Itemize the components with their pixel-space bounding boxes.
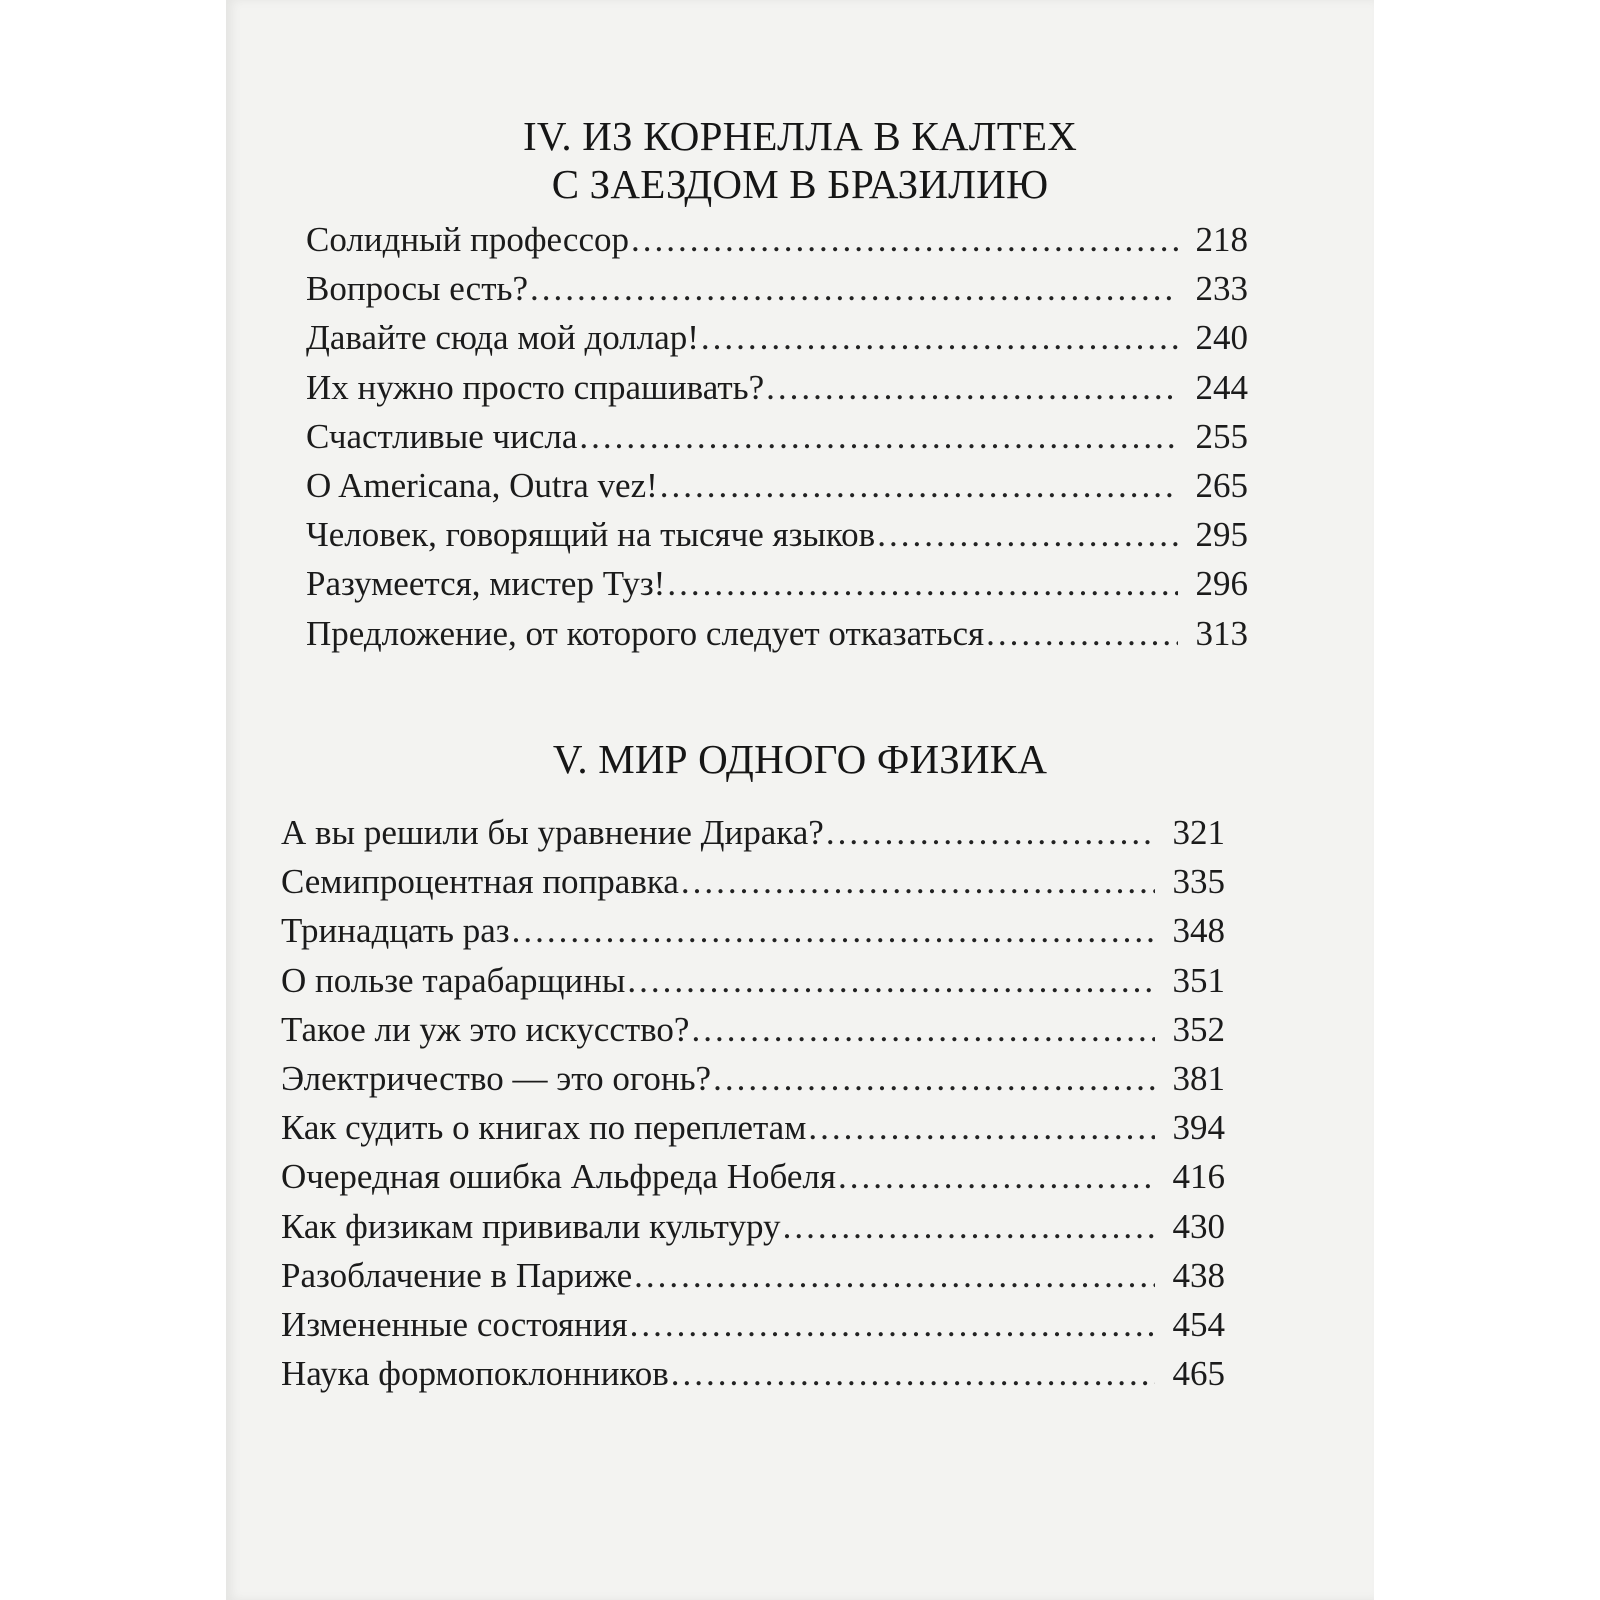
toc-entry-title: Наука формопоклонников <box>281 1354 669 1394</box>
toc-entry-title: Человек, говорящий на тысяче языков <box>306 515 876 555</box>
section-iv-title-line2: С ЗАЕЗДОМ В БРАЗИЛИЮ <box>551 161 1049 207</box>
toc-entry-page: 416 <box>1172 1157 1225 1197</box>
toc-entry <box>306 461 1248 510</box>
toc-entry <box>281 1005 1225 1054</box>
toc-entry-title: Тринадцать раз <box>281 911 510 951</box>
dot-leader <box>667 559 1178 608</box>
dot-leader <box>838 1152 1155 1201</box>
toc-entry-page: 430 <box>1172 1206 1225 1246</box>
toc-entry-title: Семипроцентная поправка <box>281 862 679 902</box>
section-v-entries <box>281 808 1225 1398</box>
toc-entry-title: О пользе тарабарщины <box>281 960 626 1000</box>
toc-entry-title: Вопросы есть? <box>306 269 528 309</box>
toc-entry-page: 313 <box>1195 613 1248 653</box>
toc-entry-title: Предложение, от которого следует отказаться <box>306 613 985 653</box>
toc-entry-page: 295 <box>1195 515 1248 555</box>
toc-entry-title: O Americana, Outra vez! <box>306 465 658 505</box>
toc-entry-title: Разумеется, мистер Туз! <box>306 564 666 604</box>
toc-entry <box>281 1152 1225 1201</box>
toc-entry-page: 233 <box>1195 269 1248 309</box>
dot-leader <box>630 1300 1155 1349</box>
toc-entry-title: Разоблачение в Париже <box>281 1255 633 1295</box>
toc-entry <box>306 412 1248 461</box>
toc-entry-page: 265 <box>1195 465 1248 505</box>
dot-leader <box>808 1103 1155 1152</box>
toc-entry-title: Их нужно просто спрашивать? <box>306 367 765 407</box>
toc-entry-page: 321 <box>1172 813 1225 852</box>
toc-entry-title: А вы решили бы уравнение Дирака? <box>281 813 824 852</box>
section-v-title: V. МИР ОДНОГО ФИЗИКА <box>552 736 1048 782</box>
dot-leader <box>631 215 1178 264</box>
section-iv-title <box>226 112 1374 208</box>
toc-entry-title: Счастливые числа <box>306 416 578 456</box>
toc-entry-title: Давайте сюда мой доллар! <box>306 318 699 358</box>
toc-entry-page: 240 <box>1195 318 1248 358</box>
toc-entry-page: 381 <box>1172 1058 1225 1098</box>
section-iv-entries <box>306 215 1248 658</box>
toc-entry <box>306 363 1248 412</box>
toc-entry <box>281 1349 1225 1398</box>
toc-entry <box>306 215 1248 264</box>
toc-entry <box>281 1202 1225 1251</box>
dot-leader <box>671 1349 1155 1398</box>
toc-entry <box>306 264 1248 313</box>
dot-leader <box>877 510 1178 559</box>
toc-entry <box>281 956 1225 1005</box>
toc-entry-title: Измененные состояния <box>281 1304 628 1344</box>
dot-leader <box>512 906 1155 955</box>
dot-leader <box>627 956 1155 1005</box>
toc-entry-page: 394 <box>1172 1108 1225 1148</box>
dot-leader <box>660 461 1178 510</box>
toc-entry <box>281 857 1225 906</box>
toc-entry <box>281 906 1225 955</box>
toc-entry <box>281 1300 1225 1349</box>
toc-entry-title: Как судить о книгах по переплетам <box>281 1108 807 1148</box>
toc-entry <box>281 1103 1225 1152</box>
toc-entry-title: Такое ли уж это искусство? <box>281 1009 690 1049</box>
dot-leader <box>691 1005 1155 1054</box>
toc-entry-title: Как физикам прививали культуру <box>281 1206 781 1246</box>
toc-entry <box>281 808 1225 857</box>
toc-entry-page: 465 <box>1172 1354 1225 1394</box>
dot-leader <box>713 1054 1155 1103</box>
toc-entry-page: 255 <box>1195 416 1248 456</box>
toc-entry-page: 351 <box>1172 960 1225 1000</box>
dot-leader <box>579 412 1178 461</box>
dot-leader <box>681 857 1155 906</box>
dot-leader <box>530 264 1178 313</box>
toc-entry-page: 438 <box>1172 1255 1225 1295</box>
toc-entry <box>281 1251 1225 1300</box>
toc-entry-page: 244 <box>1195 367 1248 407</box>
toc-entry-title: Очередная ошибка Альфреда Нобеля <box>281 1157 836 1197</box>
toc-entry-page: 218 <box>1195 220 1248 259</box>
toc-entry <box>306 609 1248 658</box>
toc-entry-page: 335 <box>1172 862 1225 902</box>
dot-leader <box>783 1202 1155 1251</box>
book-page <box>226 0 1374 1600</box>
toc-entry <box>306 510 1248 559</box>
dot-leader <box>634 1251 1155 1300</box>
toc-entry <box>281 1054 1225 1103</box>
toc-entry-title: Электричество — это огонь? <box>281 1058 712 1098</box>
toc-entry <box>306 559 1248 608</box>
toc-entry <box>306 313 1248 362</box>
toc-entry-page: 348 <box>1172 911 1225 951</box>
toc-entry-page: 296 <box>1195 564 1248 604</box>
toc-entry-page: 352 <box>1172 1009 1225 1049</box>
toc-entry-page: 454 <box>1172 1304 1225 1344</box>
toc-entry-title: Солидный профессор <box>306 220 629 259</box>
dot-leader <box>766 363 1178 412</box>
dot-leader <box>826 808 1155 857</box>
dot-leader <box>701 313 1178 362</box>
section-iv-title-line1: IV. ИЗ КОРНЕЛЛА В КАЛТЕХ <box>522 113 1078 159</box>
dot-leader <box>986 609 1178 658</box>
